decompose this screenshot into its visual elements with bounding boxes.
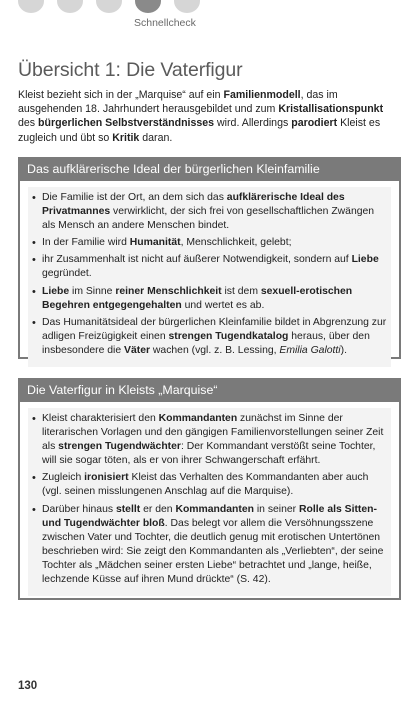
list-item [32, 253, 387, 281]
text-run: Kleist es zugleich und übt so [18, 117, 381, 144]
text-run: wird. Allerdings [214, 117, 292, 130]
text-run: : Der Kommandant verstößt seine Tochter, will sie sogar töten, als er von ihrer Schwangerschaft erfährt. [42, 441, 376, 467]
emphasis-bold: stellt [115, 503, 141, 515]
chapter-navigation [0, 0, 402, 34]
text-run: In der Familie wird [42, 237, 130, 249]
list-item [32, 285, 387, 313]
emphasis-bold: Liebe [351, 254, 379, 266]
text-run: Kleist bezieht sich in der „Marquise“ auf ein [18, 89, 224, 101]
bullet-list [32, 412, 387, 587]
text-run: verwirklicht, der sich frei von gesellschaftlichen Zwängen als Mensch an andere Menschen bindet. [42, 206, 375, 232]
text-run: und wertet es ab. [181, 299, 265, 311]
emphasis-bold: Rolle als Sitten- und Tugendwächter bloß [42, 503, 377, 529]
emphasis-bold: Kritik [112, 131, 140, 144]
list-item [32, 471, 387, 499]
nav-dot-2[interactable] [57, 0, 83, 13]
emphasis-bold: parodiert [291, 117, 338, 130]
info-box-father-figure [18, 378, 401, 600]
list-item [32, 503, 387, 588]
emphasis-bold: reiner Menschlichkeit [115, 285, 222, 297]
emphasis-bold: sexuell-erotischen Begehren entgegengehalten [42, 285, 353, 311]
text-run: . Das belegt vor allem die Versöhnungsszene zwischen Vater und Tochter, die deutlich genug mit erotischen Untertönen beschrieben wird: Sie zeigt den Kommandanten als „Verliebten“, der seine Tochter als „Mädchen seiner ersten Liebe“ betrachtet und „lange, heiße, lechzende Küsse auf ihren Mund drückte“ (S. 42). [42, 517, 384, 586]
intro-paragraph [18, 88, 388, 145]
emphasis-bold: Kommandanten [175, 503, 254, 515]
text-run: Kleist charakterisiert den [42, 413, 159, 424]
text-run: er den [140, 503, 176, 515]
text-run: Darüber hinaus [42, 503, 116, 515]
emphasis-bold: Väter [124, 344, 151, 356]
emphasis-bold: Kristallisationspunkt [278, 103, 384, 116]
text-run: daran. [139, 131, 173, 144]
text-run: Die Familie ist der Ort, an dem sich das [42, 192, 227, 203]
box-content [28, 187, 391, 367]
emphasis-bold: Liebe [42, 285, 70, 297]
text-run: Kleist das Verhalten des Kommandanten aber auch (vgl. seinen misslungenen Anschlag auf die Marquise). [42, 472, 369, 498]
box-content [28, 408, 391, 596]
emphasis-bold: Familienmodell [223, 89, 301, 101]
list-item [32, 316, 387, 358]
text-run: , Menschlichkeit, gelebt; [180, 237, 292, 249]
page-title: Übersicht 1: Die Vaterfigur [18, 59, 243, 81]
emphasis-bold: strengen Tugendwächter [58, 441, 181, 453]
nav-dot-3[interactable] [96, 0, 122, 13]
nav-dot-schnellcheck[interactable] [135, 0, 161, 13]
emphasis-bold: Humanität [129, 237, 181, 249]
text-run: , das im ausgehenden 18. Jahrhundert herausgebildet und zum [18, 89, 338, 116]
text-run: zunächst im Sinne der literarischen Vorlagen und den gängigen Familienvorstellungen seiner Zeit als [42, 413, 384, 453]
text-run: ). [340, 344, 347, 356]
text-run: Das Humanitätsideal der bürgerlichen Kleinfamilie bildet in Abgrenzung zur adligen Freizügigkeit einen [42, 316, 387, 342]
text-run: heraus, über den insbesondere die [42, 330, 370, 356]
list-item [32, 412, 387, 468]
text-run: des [18, 117, 39, 130]
emphasis-bold: bürgerlichen Selbstverständnisses [38, 117, 215, 130]
emphasis-italic: Emilia Galotti [279, 344, 341, 356]
list-item [32, 191, 387, 233]
text-run: gegründet. [42, 268, 92, 280]
nav-dot-5[interactable] [174, 0, 200, 13]
nav-label: Schnellcheck [134, 17, 196, 29]
box-heading: Das aufklärerische Ideal der bürgerlichen Kleinfamilie [20, 159, 399, 181]
text-run: ist dem [221, 285, 261, 297]
text-run: im Sinne [69, 285, 116, 297]
text-run: wachen (vgl. z. B. Lessing, [150, 344, 280, 356]
info-box-family-ideal [18, 157, 401, 359]
emphasis-bold: ironisiert [84, 472, 129, 484]
text-run: Zugleich [42, 472, 85, 484]
page-number: 130 [18, 680, 38, 692]
nav-dot-1[interactable] [18, 0, 44, 13]
emphasis-bold: Kommandanten [158, 413, 238, 424]
text-run: ihr Zusammenhalt ist nicht auf äußerer Notwendigkeit, sondern auf [42, 254, 352, 266]
bullet-list [32, 191, 387, 358]
list-item [32, 236, 387, 250]
text-run: in seiner [253, 503, 300, 515]
emphasis-bold: strengen Tugendkatalog [168, 330, 289, 342]
emphasis-bold: aufklärerische Ideal des Privatmannes [42, 192, 345, 218]
box-heading: Die Vaterfigur in Kleists „Marquise“ [20, 380, 399, 402]
